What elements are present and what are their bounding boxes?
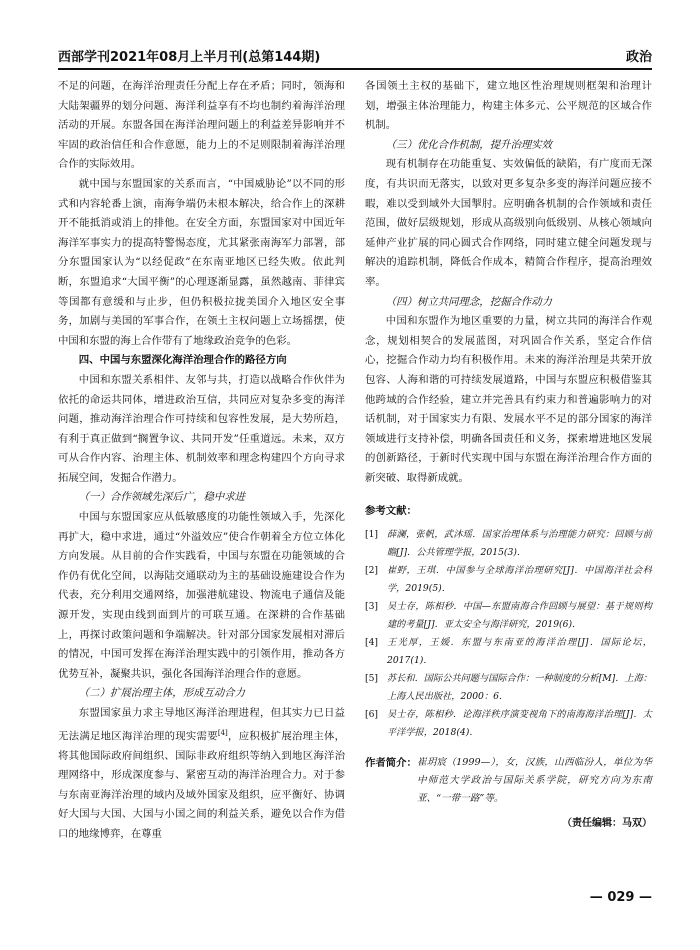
journal-title: 西部学刊2021年08月上半月刊(总第144期) (58, 50, 321, 65)
paragraph: 现有机制存在功能重复、实效偏低的缺陷，有广度而无深度，有共识而无落实，以致对更多复杂多变的海洋问题应接不暇，难以受到域外大国掣肘。应明确各机制的合作领域和责任范围，做好层级规划，形成从高级别向低级别、从核心领域向延伸产业扩展的同心圆式合作网络，同时建立健全问题发现与解决的追踪机制，降低合作成本，精简合作程序，提高治理效率。 (365, 158, 652, 288)
reference-text: 崔野，王琪．中国参与全球海洋治理研究[J]．中国海洋社会科学，2019(5)． (387, 565, 652, 595)
subsection-heading: （二）扩展治理主体，形成互动合力 (78, 687, 246, 700)
reference-text: 吴士存，陈相秒．中国—东盟南海合作回顾与展望：基于规则构建的考量[J]．亚太安全与海洋研究，2019(6)． (387, 601, 652, 631)
reference-item (365, 562, 652, 598)
paragraph: 中国与东盟国家应从低敏感度的功能性领域入手，先深化再扩大，稳中求进，通过“外溢效应”使合作朝着全方位立体化方向发展。从目前的合作实践看，中国与东盟在功能领域的合作仍有优化空间，以海陆交通联动为主的基础设施建设合作为代表，充分利用交通网络，加强港航建设、物流电子通信及能源开发，实现由线到面到片的可联互通。在深耕的合作基础上，再探讨政策问题和争端解决。针对部分国家发展相对滞后的情况，中国可发挥在海洋治理实践中的引领作用，推动各方优势互补，凝聚共识，强化各国海洋治理合作的意愿。 (58, 511, 345, 680)
reference-item (365, 598, 652, 634)
reference-text: 王光厚，王媛．东盟与东南亚的海洋治理[J]．国际论坛，2017(1)． (387, 637, 652, 667)
paragraph: 就中国与东盟国家的关系而言，“中国威胁论”以不同的形式和内容轮番上演，南海争端仍未根本解决，给合作上的深耕开不能抵消或消上的排他。在安全方面，东盟国家对中国近年海洋军事实力的提高特警惕态度，尤其紧张南海军力部署，部分东盟国家认为“以经促政”在东南亚地区已经失败。依此判断，东盟追求“大国平衡”的心理逐渐显露，虽然越南、菲律宾等国都有意缓和与止步，但仍积极拉拢美国介入地区安全事务，加剧与美国的军事合作，在领土主权问题上立场摇摆，使中国和东盟的海上合作带有了地缘政治竞争的色彩。 (58, 177, 345, 347)
reference-number: [6] (365, 709, 379, 721)
reference-text: 苏长和．国际公共问题与国际合作：一种制度的分析[M]．上海：上海人民出版社，2000：6． (387, 673, 652, 703)
paragraph-text: 东盟国家虽力求主导地区海洋治理进程，但其实力已日益无法满足地区海洋治理的现实需要 (58, 707, 345, 743)
paragraph: 中国和东盟作为地区重要的力量，树立共同的海洋合作观念，规划相契合的发展蓝图，对巩固合作关系，坚定合作信心，挖掘合作动力均有积极作用。未来的海洋治理是共荣开放包容、人海和谐的可持续发展道路，中国与东盟应积极借鉴其他跨域的合作经验，建立并完善具有约束力和普遍影响力的对话机制，对于国家实力有限、发展水平不足的部分国家的海洋领域进行支持补偿，明确各国责任和义务，探索增进地区发展的创新路径，于新时代实现中国与东盟在海洋治理合作方面的新突破、取得新成就。 (365, 315, 652, 484)
author-bio-text: 崔玥宸（1999—），女，汉族，山西临汾人，单位为华中师范大学政治与国际关系学院，研究方向为东南亚、“一带一路”等。 (416, 757, 652, 805)
reference-text: 吴士存，陈相秒．论海洋秩序演变视角下的南海海洋治理[J]．太平洋学报，2018(4)． (387, 709, 652, 739)
section-heading: 四、中国与东盟深化海洋治理合作的路径方向 (78, 354, 287, 367)
citation-mark: [4] (217, 728, 228, 737)
author-bio-label: 作者简介： (365, 757, 417, 770)
references-list (365, 526, 652, 742)
subsection-heading: （一）合作领域先深后广，稳中求进 (78, 491, 246, 504)
reference-number: [3] (365, 601, 379, 613)
paragraph (58, 704, 345, 845)
reference-number: [5] (365, 673, 379, 685)
page-number: — 029 — (589, 890, 652, 905)
left-column (58, 77, 345, 845)
reference-number: [2] (365, 565, 379, 577)
reference-text: 薛澜，张帆，武沐瑶．国家治理体系与治理能力研究：回顾与前瞻[J]．公共管理学报，2015(3)． (387, 529, 652, 559)
paragraph: 各国领土主权的基础下，建立地区性治理规则框架和治理计划，增强主体治理能力，构建主体多元、公平规范的区域合作机制。 (365, 80, 652, 132)
running-header (58, 46, 652, 70)
subsection-heading: （三）优化合作机制，提升治理实效 (385, 138, 553, 151)
responsible-editor: （责任编辑：马双） (562, 818, 652, 830)
subsection-heading: （四）树立共同理念，挖掘合作动力 (385, 295, 553, 308)
reference-item (365, 634, 652, 670)
references-heading: 参考文献： (365, 505, 417, 518)
paragraph-text: ，应积极扩展治理主体，将其他国际政府间组织、国际非政府组织等纳入到地区海洋治理网络中，形成深度参与、紧密互动的海洋治理合力。对于参与东南亚海洋治理的域内及域外国家及组织，应平衡好、协调好大国与大国、大国与小国之间的利益关系，避免以合作为借口的地缘博弈，在尊重 (58, 730, 346, 841)
reference-number: [4] (365, 637, 379, 649)
paragraph: 中国和东盟关系相伴、友邻与共，打造以战略合作伙伴为依托的命运共同体，增进政治互信，共同应对复杂多变的海洋问题，推动海洋治理合作可持续和包容性发展，是大势所趋，有利于真正做到“搁置争议、共同开发”任重道远。未来，双方可从合作内容、治理主体、机制效率和理念构建四个方向寻求拓展空间，发掘合作潜力。 (58, 373, 345, 484)
right-column (365, 77, 652, 834)
paragraph: 不足的问题，在海洋治理责任分配上存在矛盾；同时，领海和大陆架疆界的划分问题、海洋利益享有不均也制约着海洋治理活动的开展。东盟各国在海洋治理问题上的利益差异影响并不牢固的政治信任和合作意愿，能力上的不足则限制着海洋治理合作的实际效用。 (58, 80, 345, 171)
author-bio (365, 754, 652, 808)
section-name: 政治 (625, 50, 652, 65)
reference-item (365, 706, 652, 742)
reference-item (365, 526, 652, 562)
reference-item (365, 670, 652, 706)
reference-number: [1] (365, 529, 379, 541)
